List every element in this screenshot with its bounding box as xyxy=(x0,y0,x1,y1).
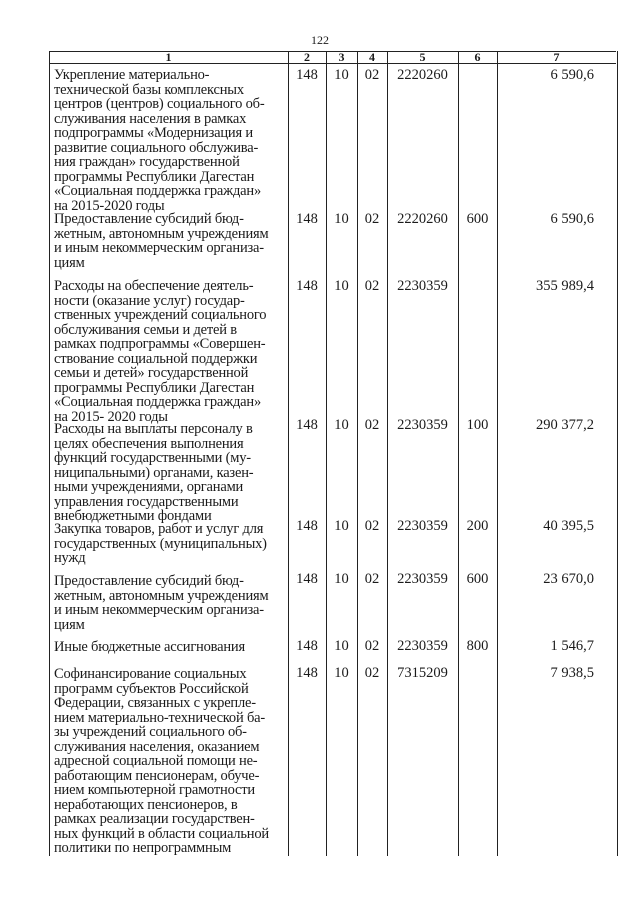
text-line: рамках подпрограммы «Совершен- xyxy=(54,336,266,352)
text-line: служивания населения в рамках xyxy=(54,110,247,127)
text-line: ственных учреждений социального xyxy=(54,307,267,323)
text-line: управления государственными xyxy=(54,493,239,510)
header-col-7: 7 xyxy=(553,50,560,64)
text-line: Софинансирование социальных xyxy=(54,666,247,682)
row-4-col-3: 10 xyxy=(334,417,349,433)
row-2-amount: 6 590,6 xyxy=(550,211,594,227)
text-line: функций государственными (му- xyxy=(54,450,251,466)
text-line: ния граждан» государственной xyxy=(54,154,240,170)
text-line: подпрограммы «Модернизация и xyxy=(54,125,253,141)
column-divider xyxy=(458,51,459,856)
text-line: развитие социального обслужива- xyxy=(54,139,259,156)
text-line: Предоставление субсидий бюд- xyxy=(54,573,244,589)
header-col-4: 4 xyxy=(369,50,375,64)
row-4-name xyxy=(54,422,290,524)
column-divider xyxy=(326,51,327,856)
text-line: Предоставление субсидий бюд- xyxy=(54,211,244,227)
row-5-col-6: 200 xyxy=(466,518,489,534)
text-line: ными учреждениями, органами xyxy=(54,479,244,495)
row-2-col-3: 10 xyxy=(334,211,349,227)
text-line: рамках реализации государствен- xyxy=(54,811,255,827)
row-6-name xyxy=(54,574,290,632)
text-line: внебюджетными фондами xyxy=(54,508,212,524)
row-8-amount: 7 938,5 xyxy=(550,665,594,681)
text-line: Укрепление материально- xyxy=(54,67,210,83)
row-7-col-3: 10 xyxy=(334,638,349,654)
row-5-col-2: 148 xyxy=(296,518,318,534)
row-8-col-4: 02 xyxy=(364,665,380,681)
text-line: и иным некоммерческим организа- xyxy=(54,602,264,618)
text-line: Расходы на выплаты персоналу в xyxy=(54,421,253,437)
text-line: государственных (муниципальных) xyxy=(54,535,267,552)
text-line: целях обеспечения выполнения xyxy=(54,435,244,452)
row-8-col-2: 148 xyxy=(296,665,318,681)
text-line: жетным, автономным учреждениям xyxy=(54,587,269,604)
text-line: зы учреждений социального об- xyxy=(54,724,247,740)
row-4-col-2: 148 xyxy=(296,417,318,433)
row-7-col-6: 800 xyxy=(466,638,489,654)
text-line: ности (оказание услуг) государ- xyxy=(54,292,245,309)
row-5-amount: 40 395,5 xyxy=(543,518,594,534)
row-5-col-4: 02 xyxy=(364,518,380,534)
text-line: Закупка товаров, работ и услуг для xyxy=(54,521,264,537)
text-line: «Социальная поддержка граждан» xyxy=(54,183,262,199)
header-col-2: 2 xyxy=(304,50,310,64)
column-divider xyxy=(497,51,498,856)
row-3-col-2: 148 xyxy=(296,278,318,294)
text-line: нием компьютерной грамотности xyxy=(54,782,255,798)
row-1-amount: 6 590,6 xyxy=(550,67,594,83)
row-2-name xyxy=(54,212,290,270)
text-line: нием материально-технической ба- xyxy=(54,709,265,726)
row-7-name xyxy=(54,640,290,655)
column-divider xyxy=(387,51,388,856)
text-line: политики по непрограммным xyxy=(54,840,232,856)
row-4-col-6: 100 xyxy=(466,417,489,433)
text-line: на 2015-2020 годы xyxy=(54,197,165,214)
text-line: неработающих пенсионеров, в xyxy=(54,796,238,813)
row-6-col-6: 600 xyxy=(466,571,489,587)
row-2-col-5: 2220260 xyxy=(397,211,448,227)
text-line: ниципальными) органами, казен- xyxy=(54,464,254,481)
row-8-col-3: 10 xyxy=(334,665,349,681)
row-1-col-5: 2220260 xyxy=(397,67,448,83)
text-line: программы Республики Дагестан xyxy=(54,379,255,396)
text-line: нужд xyxy=(54,550,86,566)
text-line: циям xyxy=(54,616,85,633)
page-number: 122 xyxy=(311,33,329,47)
row-5-col-3: 10 xyxy=(334,518,349,534)
row-1-col-4: 02 xyxy=(364,67,380,83)
text-line: ных функций в области социальной xyxy=(54,825,269,842)
text-line: «Социальная поддержка граждан» xyxy=(54,394,262,410)
row-8-name xyxy=(54,667,290,856)
text-line: служивания населения, оказанием xyxy=(54,738,260,755)
text-line: Федерации, связанных с укрепле- xyxy=(54,695,256,711)
row-7-col-5: 2230359 xyxy=(397,638,448,654)
row-5-col-5: 2230359 xyxy=(397,518,448,534)
text-line: ствование социальной поддержки xyxy=(54,350,258,367)
row-3-name xyxy=(54,279,290,424)
row-5-name xyxy=(54,522,290,566)
row-6-amount: 23 670,0 xyxy=(543,571,594,587)
row-6-col-2: 148 xyxy=(296,571,318,587)
row-2-col-4: 02 xyxy=(364,211,380,227)
row-3-col-3: 10 xyxy=(334,278,349,294)
header-col-1: 1 xyxy=(165,50,172,64)
row-3-col-4: 02 xyxy=(364,278,380,294)
text-line: программы Республики Дагестан xyxy=(54,168,255,185)
text-line: Расходы на обеспечение деятель- xyxy=(54,278,254,294)
row-3-col-5: 2230359 xyxy=(397,278,448,294)
row-7-col-2: 148 xyxy=(296,638,318,654)
text-line: на 2015- 2020 годы xyxy=(54,408,168,425)
row-4-col-5: 2230359 xyxy=(397,417,448,433)
row-2-col-6: 600 xyxy=(466,211,489,227)
row-6-col-3: 10 xyxy=(334,571,349,587)
header-col-5: 5 xyxy=(419,50,426,64)
header-col-6: 6 xyxy=(474,50,481,64)
text-line: центров (центров) социального об- xyxy=(54,96,265,112)
text-line: адресной социальной помощи не- xyxy=(54,753,258,769)
text-line: циям xyxy=(54,254,85,271)
text-line: Иные бюджетные ассигнования xyxy=(54,639,245,655)
row-3-amount: 355 989,4 xyxy=(536,278,594,294)
text-line: жетным, автономным учреждениям xyxy=(54,225,269,242)
row-8-col-5: 7315209 xyxy=(397,665,448,681)
text-line: технической базы комплексных xyxy=(54,81,244,98)
row-7-amount: 1 546,7 xyxy=(550,638,594,654)
text-line: программ субъектов Российской xyxy=(54,680,249,697)
row-1-col-2: 148 xyxy=(296,67,318,83)
text-line: обслуживания семьи и детей в xyxy=(54,321,237,338)
row-7-col-4: 02 xyxy=(364,638,380,654)
text-line: семьи и детей» государственной xyxy=(54,365,249,381)
row-2-col-2: 148 xyxy=(296,211,318,227)
header-col-3: 3 xyxy=(338,50,345,64)
row-4-col-4: 02 xyxy=(364,417,380,433)
row-6-col-4: 02 xyxy=(364,571,380,587)
row-6-col-5: 2230359 xyxy=(397,571,448,587)
column-divider xyxy=(357,51,358,856)
row-4-amount: 290 377,2 xyxy=(536,417,594,433)
row-1-col-3: 10 xyxy=(334,67,349,83)
text-line: работающим пенсионерам, обуче- xyxy=(54,767,260,784)
row-1-name xyxy=(54,68,290,213)
text-line: и иным некоммерческим организа- xyxy=(54,240,264,256)
